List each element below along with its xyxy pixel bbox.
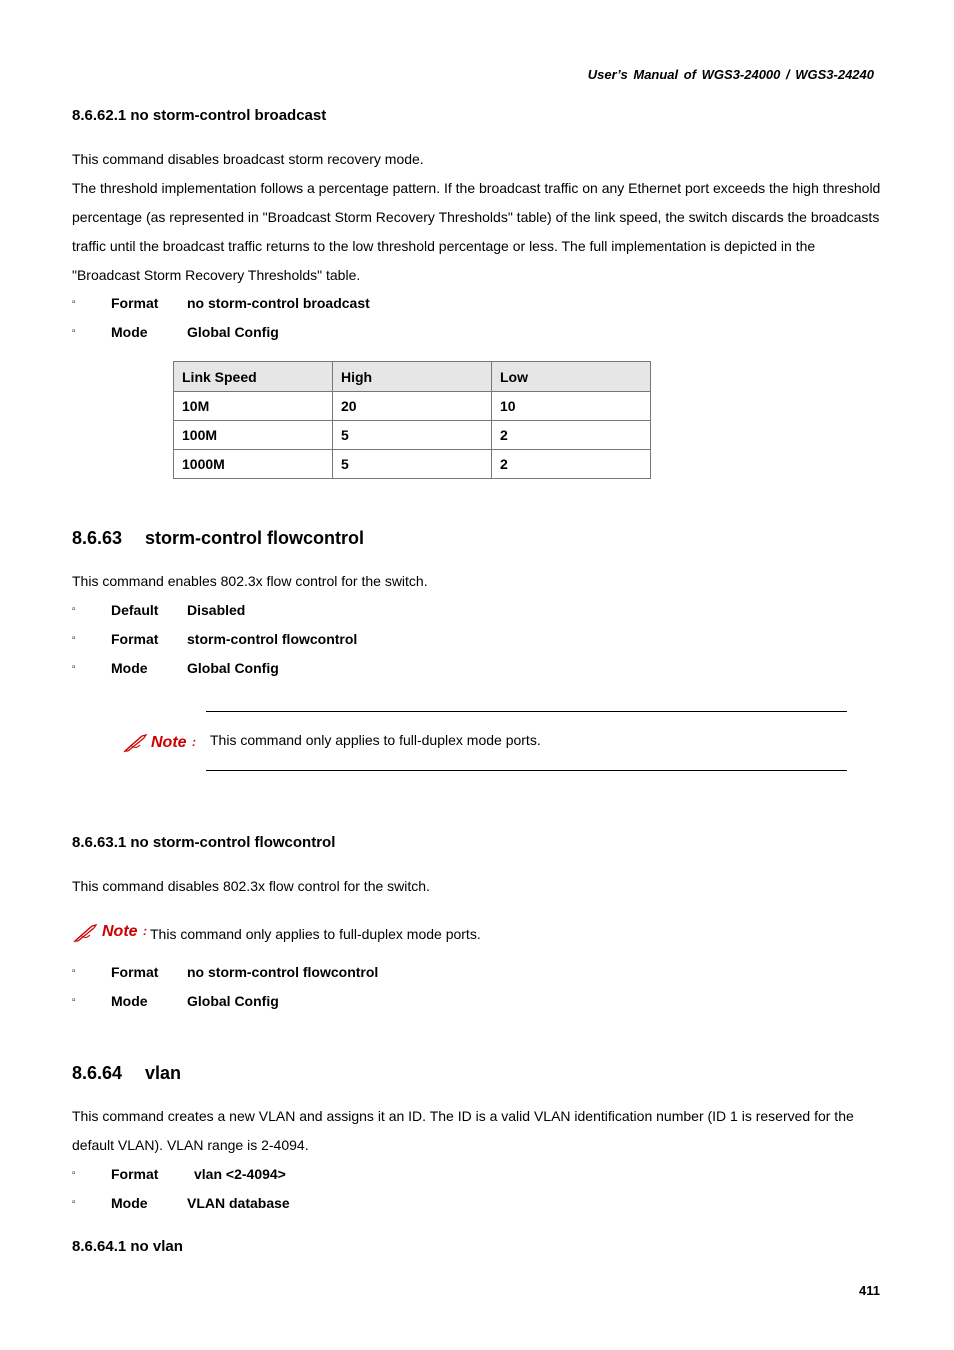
bullet-value: storm-control flowcontrol [187, 631, 358, 647]
table-cell: 10 [492, 392, 651, 421]
note-bottom-rule [206, 770, 847, 771]
table-cell: 2 [492, 421, 651, 450]
bullet-label: Format [111, 631, 159, 647]
table-cell: 100M [174, 421, 333, 450]
bullet-marker: ▫ [72, 662, 76, 673]
table-header-cell: High [333, 362, 492, 392]
bullet-label: Default [111, 602, 159, 618]
table-header-cell: Link Speed [174, 362, 333, 392]
bullet-label: Mode [111, 660, 148, 676]
bullet-marker: ▫ [72, 633, 76, 644]
table-cell: 5 [333, 450, 492, 479]
section-number: 8.6.63 [72, 528, 123, 548]
table-cell: 5 [333, 421, 492, 450]
bullet-value: Disabled [187, 602, 246, 618]
section-heading-63 [72, 528, 364, 549]
thresholds-table [173, 361, 651, 479]
bullet-marker: ▫ [72, 604, 76, 615]
note-colon: : [143, 924, 147, 938]
section-title: vlan [145, 1063, 182, 1083]
note-colon: : [192, 735, 196, 749]
bullet-value: no storm-control flowcontrol [187, 964, 379, 980]
bullet-label: Mode [111, 324, 148, 340]
paragraph: The threshold implementation follows a percentage pattern. If the broadcast traffic on any Ethernet port exceeds the high threshold percentage (as represented in "Broadcast Storm Recovery Thresholds" table) of the link speed, the switch discards the broadcasts traffic until the broadcast traffic returns to the low threshold percentage or less. The full implementation is depicted in the "Broadcast Storm Recovery Thresholds" table. [72, 180, 881, 283]
section-heading-62-1: 8.6.62.1 no storm-control broadcast [72, 107, 327, 124]
note-text: This command only applies to full-duplex mode ports. [150, 926, 481, 942]
bullet-value: no storm-control broadcast [187, 295, 370, 311]
table-cell: 10M [174, 392, 333, 421]
bullet-value: Global Config [187, 993, 279, 1009]
bullet-marker: ▫ [72, 1197, 76, 1208]
bullet-value: vlan <2-4094> [194, 1166, 286, 1182]
page-number: 411 [859, 1283, 880, 1298]
bullet-value: Global Config [187, 660, 279, 676]
pencil-icon [122, 733, 150, 753]
bullet-label: Format [111, 964, 159, 980]
section-heading-64 [72, 1063, 181, 1084]
paragraph: This command enables 802.3x flow control for the switch. [72, 573, 428, 589]
paragraph: This command creates a new VLAN and assigns it an ID. The ID is a valid VLAN identification number (ID 1 is reserved for the default VLAN). VLAN range is 2-4094. [72, 1108, 854, 1153]
bullet-label: Mode [111, 993, 148, 1009]
table-cell: 2 [492, 450, 651, 479]
bullet-value: VLAN database [187, 1195, 290, 1211]
bullet-label: Format [111, 1166, 159, 1182]
table-header-row [174, 362, 651, 392]
table-header-cell: Low [492, 362, 651, 392]
bullet-label: Mode [111, 1195, 148, 1211]
paragraph: This command disables 802.3x flow control for the switch. [72, 878, 430, 894]
note-text: This command only applies to full-duplex mode ports. [210, 732, 541, 748]
table-row [174, 450, 651, 479]
page-header: User’s Manual of WGS3-24000 / WGS3-24240 [587, 67, 874, 82]
section-title: storm-control flowcontrol [145, 528, 364, 548]
bullet-marker: ▫ [72, 326, 76, 337]
bullet-marker: ▫ [72, 1168, 76, 1179]
table-row [174, 421, 651, 450]
bullet-marker: ▫ [72, 297, 76, 308]
section-heading-64-1: 8.6.64.1 no vlan [72, 1238, 183, 1255]
pencil-icon [72, 923, 100, 943]
table-cell: 20 [333, 392, 492, 421]
table-row [174, 392, 651, 421]
bullet-label: Format [111, 295, 159, 311]
section-heading-63-1: 8.6.63.1 no storm-control flowcontrol [72, 834, 336, 851]
bullet-marker: ▫ [72, 995, 76, 1006]
note-label: Note [151, 734, 187, 751]
note-label: Note [102, 923, 138, 940]
bullet-marker: ▫ [72, 966, 76, 977]
paragraph: This command disables broadcast storm recovery mode. [72, 151, 424, 167]
note-top-rule [206, 711, 847, 712]
table-cell: 1000M [174, 450, 333, 479]
section-number: 8.6.64 [72, 1063, 123, 1083]
bullet-value: Global Config [187, 324, 279, 340]
